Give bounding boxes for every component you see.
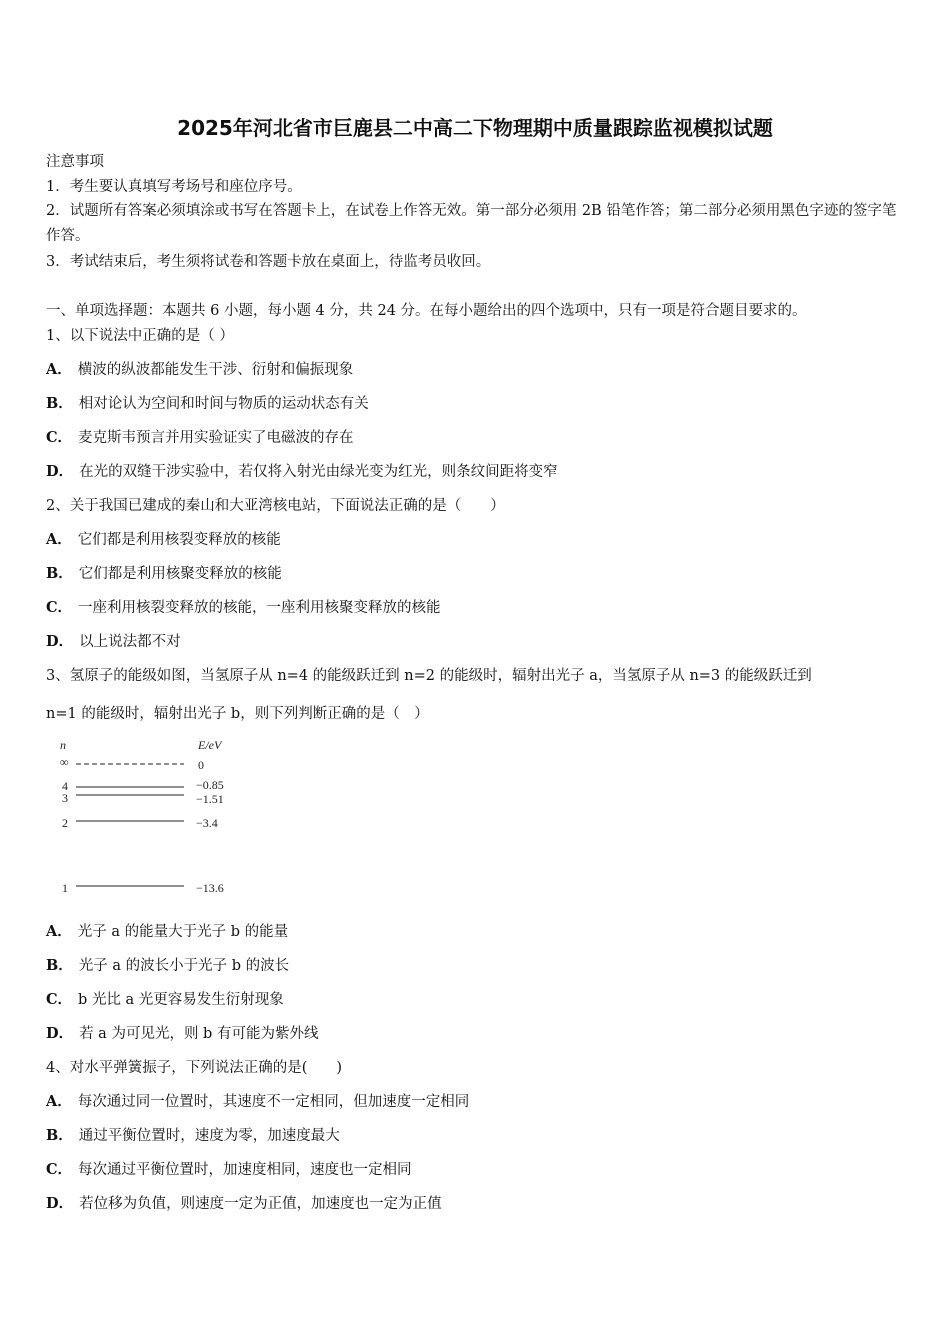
q3-option-c: C． b 光比 a 光更容易发生衍射现象 [46,991,284,1008]
level-e-2: −3.4 [196,816,218,830]
q1-option-a: A． 横波的纵波都能发生干涉、衍射和偏振现象 [46,361,354,378]
exam-title: 2025年河北省市巨鹿县二中高二下物理期中质量跟踪监视模拟试题 [177,116,773,140]
level-n-2: 2 [62,816,68,830]
n-axis-label: n [60,738,66,752]
level-n-inf: ∞ [60,755,69,769]
level-e-3: −1.51 [196,792,224,806]
q2-option-b: B． 它们都是利用核聚变释放的核能 [46,565,282,582]
question-3-stem-line1: 3、氢原子的能级如图，当氢原子从 n=4 的能级跃迁到 n=2 的能级时，辐射出光子 a，当氢原子从 n=3 的能级跃迁到 [46,668,812,684]
q2-option-d: D． 以上说法都不对 [46,633,181,650]
level-e-4: −0.85 [196,778,224,792]
q1-option-d: D． 在光的双缝干涉实验中，若仅将入射光由绿光变为红光，则条纹间距将变窄 [46,463,558,480]
q3-option-b: B． 光子 a 的波长小于光子 b 的波长 [46,957,290,974]
q4-option-b: B． 通过平衡位置时，速度为零，加速度最大 [46,1127,340,1144]
q4-option-d: D． 若位移为负值，则速度一定为正值，加速度也一定为正值 [46,1195,442,1212]
level-e-1: −13.6 [196,881,224,895]
q4-option-c: C． 每次通过平衡位置时，加速度相同，速度也一定相同 [46,1161,412,1178]
level-e-inf: 0 [198,758,204,772]
q4-option-a: A． 每次通过同一位置时，其速度不一定相同，但加速度一定相同 [46,1093,470,1110]
q1-option-c: C． 麦克斯韦预言并用实验证实了电磁波的存在 [46,429,354,446]
question-4-stem: 4、对水平弹簧振子，下列说法正确的是( ) [46,1060,343,1076]
level-n-3: 3 [62,791,68,805]
notice-heading: 注意事项 [46,154,104,170]
notice-item-3: 3．考试结束后，考生须将试卷和答题卡放在桌面上，待监考员收回。 [46,254,491,270]
level-n-4: 4 [62,779,68,793]
energy-level-diagram [58,736,248,896]
question-3-stem-line2: n=1 的能级时，辐射出光子 b，则下列判断正确的是（ ） [46,706,429,722]
q2-option-a: A． 它们都是利用核裂变释放的核能 [46,531,281,548]
question-1-stem: 1、以下说法中正确的是（ ） [46,328,234,344]
section-heading: 一、单项选择题：本题共 6 小题，每小题 4 分，共 24 分。在每小题给出的四个选项中，只有一项是符合题目要求的。 [46,303,807,319]
energy-axis-label: E/eV [198,738,222,752]
notice-item-2: 2．试题所有答案必须填涂或书写在答题卡上，在试卷上作答无效。第一部分必须用 2B 铅笔作答；第二部分必须用黑色字迹的签字笔作答。 [46,203,897,244]
q3-option-d: D． 若 a 为可见光，则 b 有可能为紫外线 [46,1025,319,1042]
notice-item-1: 1．考生要认真填写考场号和座位序号。 [46,179,302,195]
level-n-1: 1 [62,881,68,895]
q1-option-b: B． 相对论认为空间和时间与物质的运动状态有关 [46,395,369,412]
question-2-stem: 2、关于我国已建成的秦山和大亚湾核电站，下面说法正确的是（ ） [46,498,505,514]
q3-option-a: A． 光子 a 的能量大于光子 b 的能量 [46,923,289,940]
q2-option-c: C． 一座利用核裂变释放的核能，一座利用核聚变释放的核能 [46,599,441,616]
